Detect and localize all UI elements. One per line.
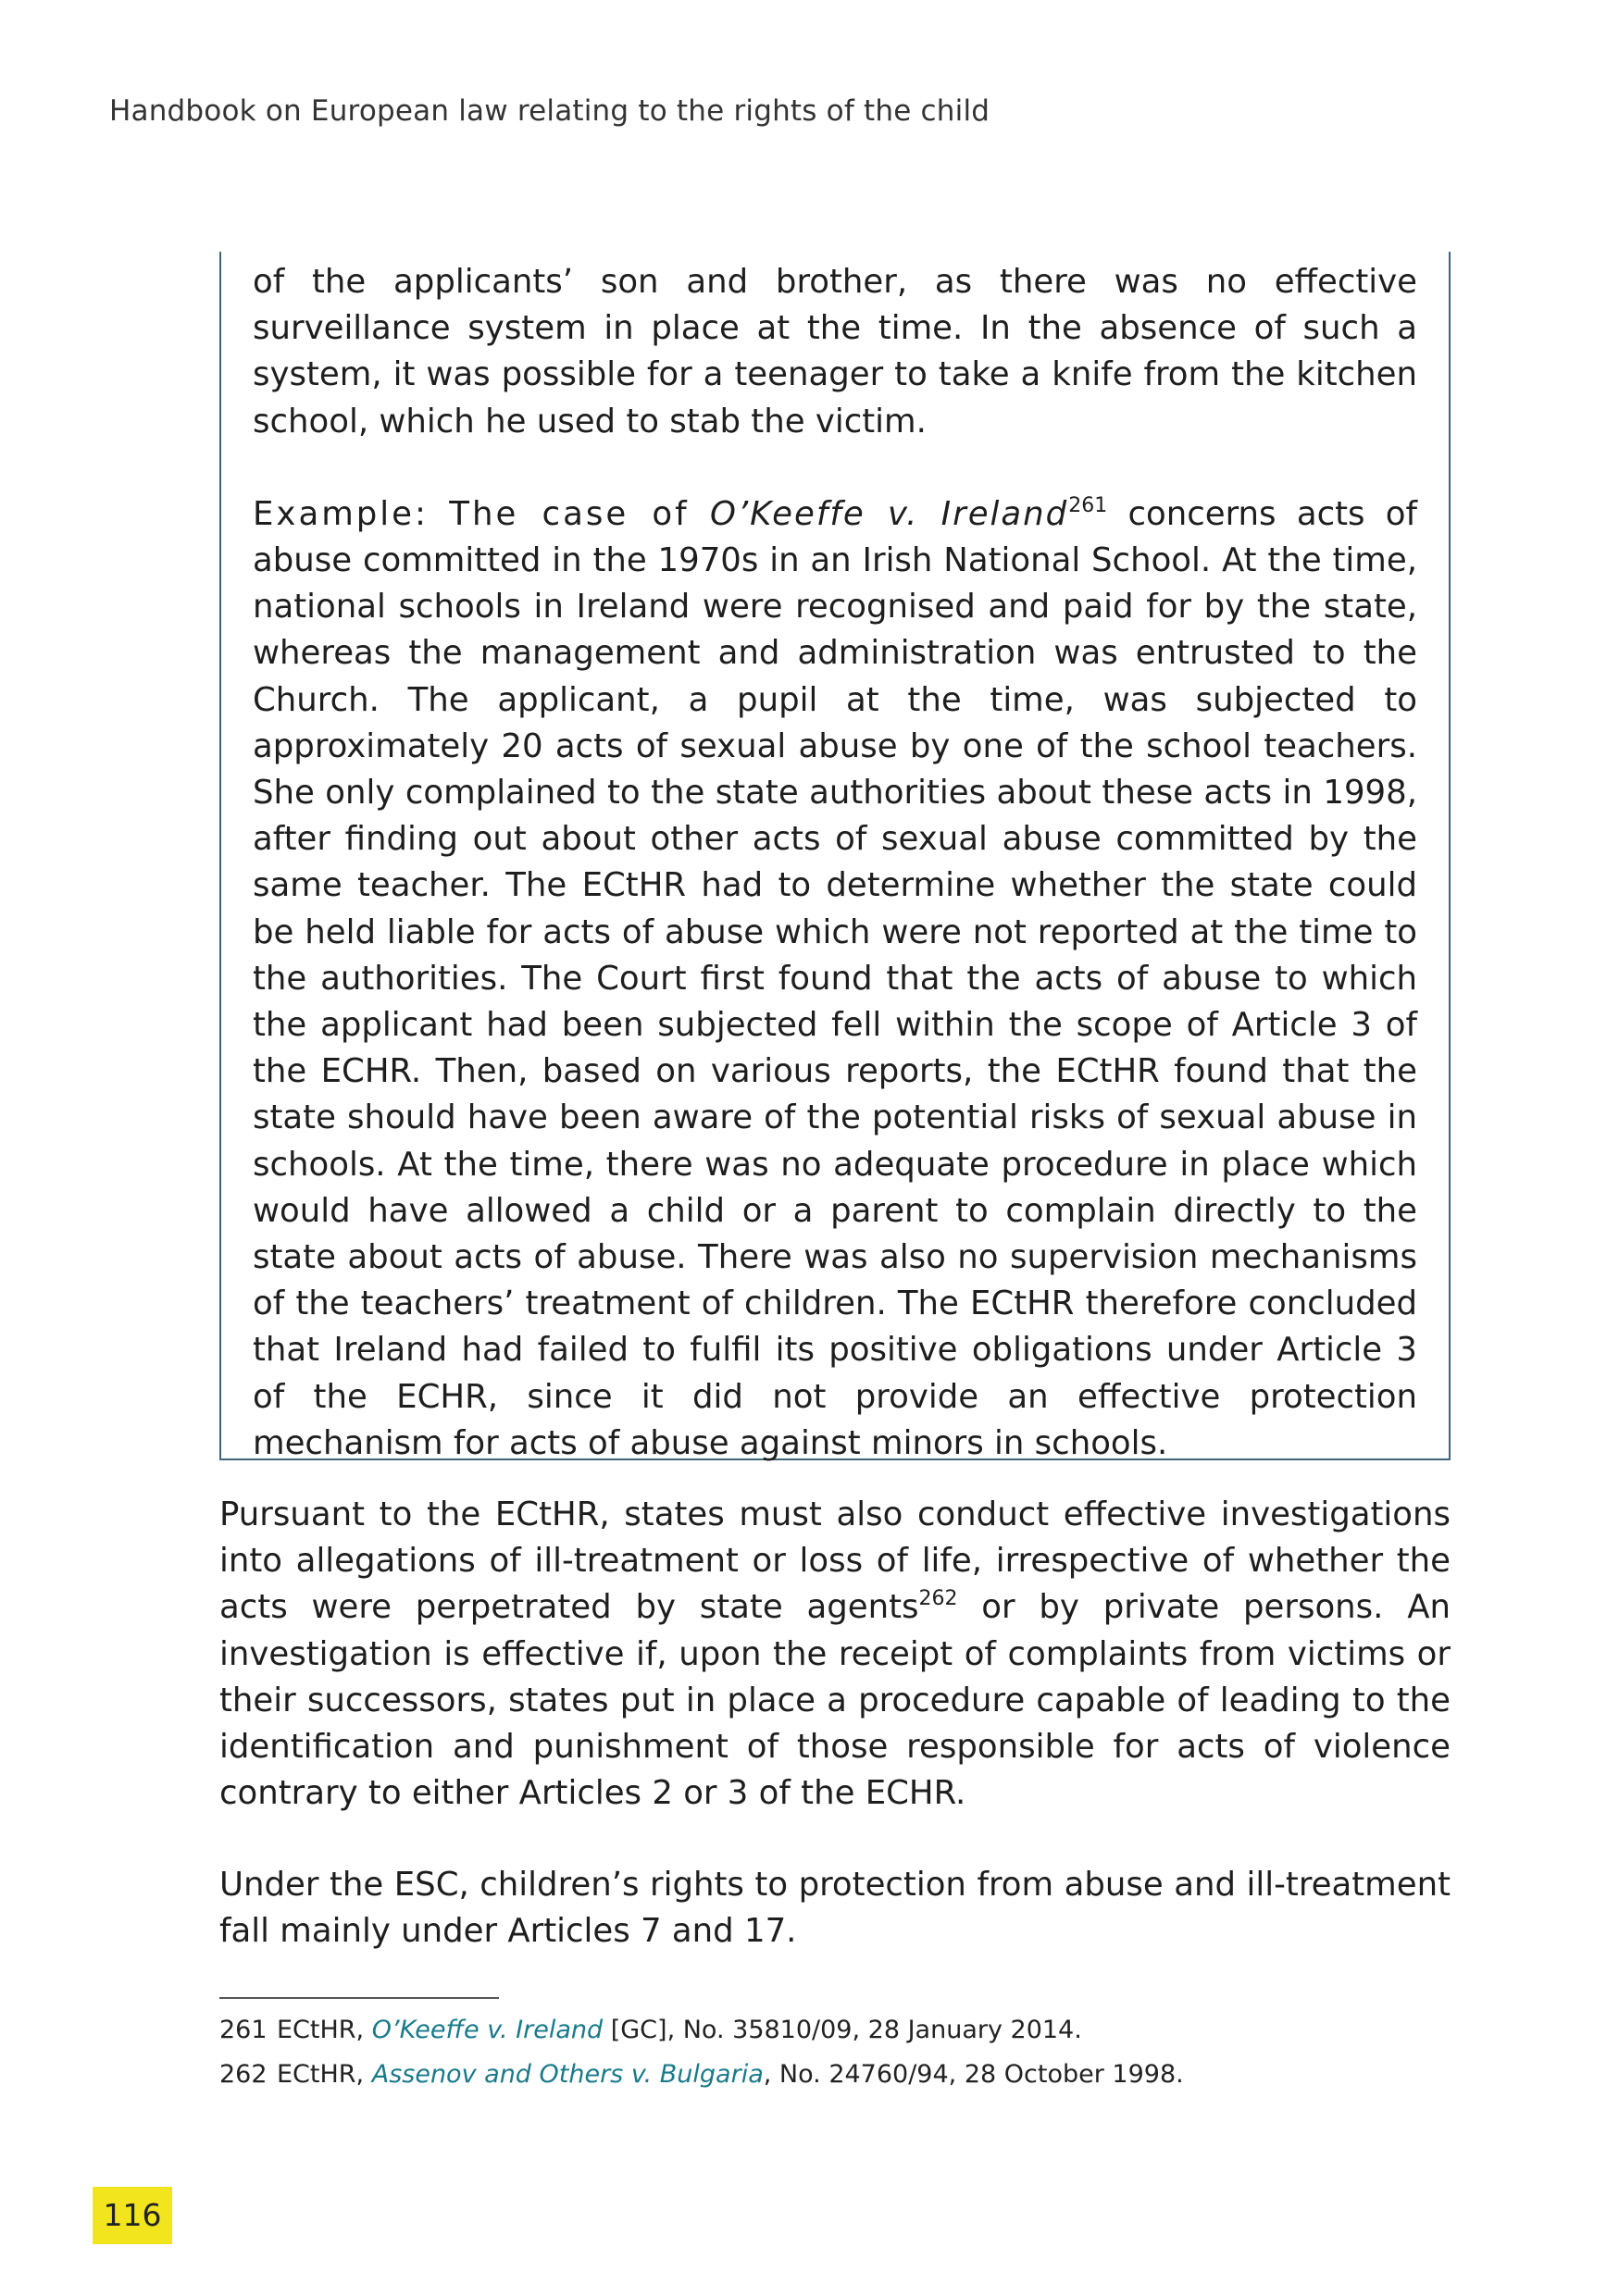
footnote-number: 261 xyxy=(219,2016,268,2044)
running-header: Handbook on European law relating to the rights of the child xyxy=(109,94,990,128)
example-continuation-text: of the applicants’ son and brother, as there was no effective surveillance system in place at the time. In the absence of such a system, it was possible for a teenager to take a knife from the kitchen school, which he used to stab the victim. xyxy=(253,263,1417,441)
investigations-text-part2: or by private persons. An investigation is effective if, upon the receipt of complaints from victims or their successors, states put in place a procedure capable of leading to the identification and punishment of those responsible for acts of violence contrary to either Articles 2 or 3 of the ECHR. xyxy=(219,1588,1451,1813)
footnote-divider xyxy=(219,1997,499,1999)
footnote-261 xyxy=(219,2016,1082,2044)
paragraph-investigations xyxy=(219,1492,1451,1817)
footnote-ref-262[interactable]: 262 xyxy=(918,1587,958,1611)
case-name-okeeffe: O’Keeffe v. Ireland xyxy=(709,494,1069,533)
footnote-ref-261[interactable]: 261 xyxy=(1068,493,1108,517)
investigations-text-part1: Pursuant to the ECtHR, states must also conduct effective investigations into allegations of ill-treatment or loss of life, irrespective of whether the acts were perpetrated by state agents xyxy=(219,1496,1451,1627)
footnote-case-link[interactable]: Assenov and Others v. Bulgaria xyxy=(371,2060,764,2089)
example-okeeffe xyxy=(253,491,1417,1467)
footnote-suffix: , No. 24760/94, 28 October 1998. xyxy=(763,2060,1184,2089)
footnote-number: 262 xyxy=(219,2060,268,2089)
footnote-prefix: ECtHR, xyxy=(277,2016,372,2044)
footnote-262 xyxy=(219,2060,1184,2089)
paragraph-esc: Under the ESC, children’s rights to protection from abuse and ill-treatment fall mainly under Articles 7 and 17. xyxy=(219,1866,1451,1951)
example-intro: The case of xyxy=(449,494,690,533)
example-box xyxy=(219,252,1451,1460)
footnote-case-link[interactable]: O’Keeffe v. Ireland xyxy=(371,2016,604,2044)
footnote-prefix: ECtHR, xyxy=(277,2060,372,2089)
page-number: 116 xyxy=(93,2187,172,2244)
example-label: Example: xyxy=(253,494,429,533)
footnote-suffix: [GC], No. 35810/09, 28 January 2014. xyxy=(603,2016,1082,2044)
example-body: concerns acts of abuse committed in the 1970s in an Irish National School. At the time, national schools in Ireland were recognised and paid for by the state, whereas the management and administration was entrusted to the Church. The applicant, a pupil at the time, was subjected to approximately 20 acts of sexual abuse by one of the school teachers. She only complained to the state authorities about these acts in 1998, after finding out about other acts of sexual abuse committed by the same teacher. The ECtHR had to determine whether the state could be held liable for acts of abuse which were not reported at the time to the authorities. The Court first found that the acts of abuse to which the applicant had been subjected fell within the scope of Article 3 of the ECHR. Then, based on various reports, the ECtHR found that the state should have been aware of the potential risks of sexual abuse in schools. At the time, there was no adequate procedure in place which would have allowed a child or a parent to complain directly to the state about acts of abuse. There was also no supervision mechanisms of the teachers’ treatment of children. The ECtHR therefore concluded that Ireland had failed to fulfil its positive obligations under Article 3 of the ECHR, since it did not provide an effective protection mechanism for acts of abuse against minors in schools. xyxy=(253,494,1417,1462)
